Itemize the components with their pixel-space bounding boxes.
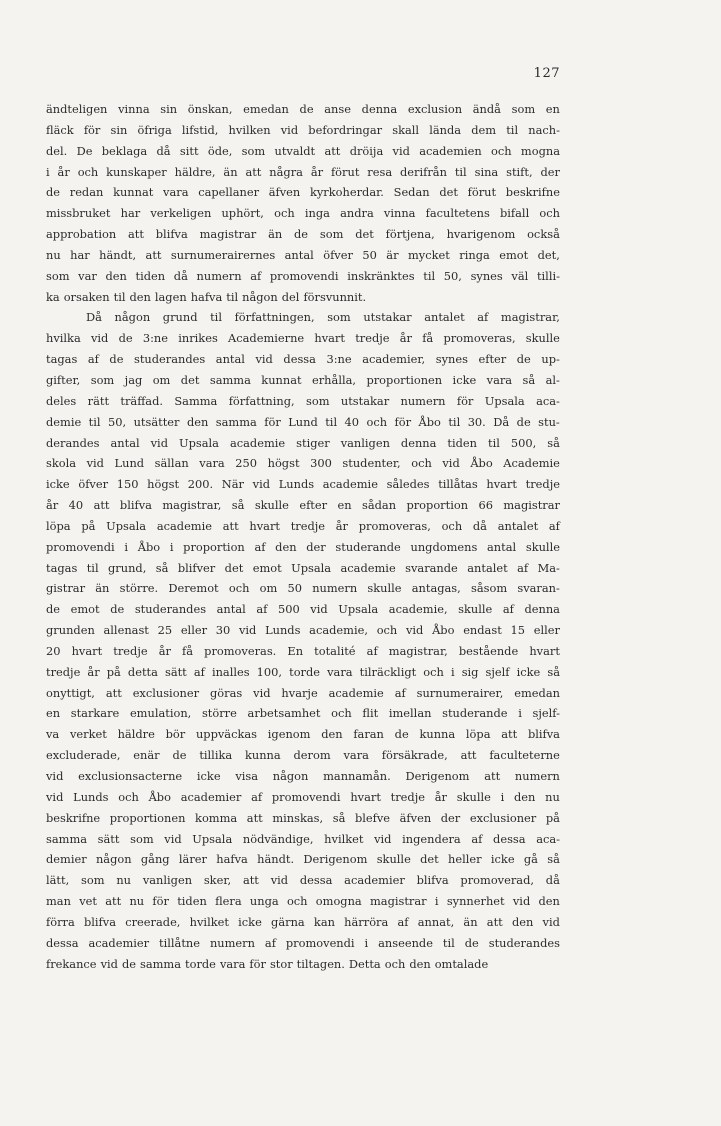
text-line: grunden allenast 25 eller 30 vid Lunds academie, och vid Åbo endast 15 eller bbox=[46, 623, 560, 638]
text-line: demie til 50, utsätter den samma för Lund til 40 och för Åbo til 30. Då de stu- bbox=[46, 414, 560, 429]
text-line: dessa academier tillåtne numern af promovendi i anseende til de studerandes bbox=[46, 935, 560, 950]
text-line: ändteligen vinna sin önskan, emedan de anse denna exclusion ändå som en bbox=[46, 102, 560, 116]
paragraph bbox=[46, 99, 560, 307]
text-line: i år och kunskaper häldre, än att några år förut resa derifrån til sina stift, der bbox=[46, 164, 560, 179]
text-line: de emot de studerandes antal af 500 vid Upsala academie, skulle af denna bbox=[46, 602, 560, 617]
text-line: ka orsaken til den lagen hafva til någon del försvunnit. bbox=[46, 289, 367, 304]
text-line: beskrifne proportionen komma att minskas, så blefve äfven der exclusioner på bbox=[46, 810, 560, 825]
text-line: 20 hvart tredje år få promoveras. En totalité af magistrar, bestående hvart bbox=[46, 643, 560, 658]
text-line: onyttigt, att exclusioner göras vid hvarje academie af surnumerairer, emedan bbox=[46, 685, 560, 700]
text-line: promovendi i Åbo i proportion af den der studerande ungdomens antal skulle bbox=[46, 539, 560, 554]
text-line: lätt, som nu vanligen sker, att vid dessa academier blifva promoverad, då bbox=[46, 873, 560, 888]
text-line: tagas af de studerandes antal vid dessa 3:ne academier, synes efter de up- bbox=[46, 352, 560, 367]
text-line: löpa på Upsala academie att hvart tredje år promoveras, och då antalet af bbox=[46, 518, 560, 533]
text-line: hvilka vid de 3:ne inrikes Academierne hvart tredje år få promoveras, skulle bbox=[46, 331, 560, 346]
text-line: Då någon grund til författningen, som utstakar antalet af magistrar, bbox=[86, 310, 560, 325]
text-line: tagas til grund, så blifver det emot Upsala academie svarande antalet af Ma- bbox=[46, 560, 560, 575]
text-line: icke öfver 150 högst 200. När vid Lunds academie således tillåtas hvart tredje bbox=[46, 477, 560, 492]
text-line: samma sätt som vid Upsala nödvändige, hvilket vid ingendera af dessa aca- bbox=[46, 831, 560, 846]
text-line: vid Lunds och Åbo academier af promovendi hvart tredje år skulle i den nu bbox=[46, 789, 560, 804]
text-line: förra blifva creerade, hvilket icke gärna kan härröra af annat, än att den vid bbox=[46, 914, 560, 929]
text-line: derandes antal vid Upsala academie stiger vanligen denna tiden til 500, så bbox=[46, 435, 560, 450]
text-line: fläck för sin öfriga lifstid, hvilken vid befordringar skall lända dem til nach- bbox=[46, 122, 560, 137]
text-line: missbruket har verkeligen uphört, och inga andra vinna facultetens bifall och bbox=[46, 206, 560, 221]
text-line: deles rätt träffad. Samma författning, som utstakar numern för Upsala aca- bbox=[46, 393, 560, 408]
text-line: som var den tiden då numern af promovendi inskränktes til 50, synes väl tilli- bbox=[46, 268, 560, 283]
text-line: approbation att blifva magistrar än de som det förtjena, hvarigenom också bbox=[46, 227, 560, 242]
paragraph bbox=[46, 307, 560, 974]
text-line: del. De beklaga då sitt öde, som utvaldt att dröija vid academien och mogna bbox=[46, 143, 560, 158]
text-line: gistrar än större. Deremot och om 50 numern skulle antagas, såsom svaran- bbox=[46, 581, 560, 596]
text-line: skola vid Lund sällan vara 250 högst 300 studenter, och vid Åbo Academie bbox=[46, 456, 560, 471]
page-number: 127 bbox=[533, 66, 560, 81]
text-line: frekance vid de samma torde vara för stor tiltagen. Detta och den omtalade bbox=[46, 956, 489, 971]
text-line: vid exclusionsacterne icke visa någon mannamån. Derigenom att numern bbox=[46, 769, 560, 783]
text-line: en starkare emulation, större arbetsamhet och flit imellan studerande i sjelf- bbox=[46, 706, 560, 721]
text-line: de redan kunnat vara capellaner äfven kyrkoherdar. Sedan det förut beskrifne bbox=[46, 185, 560, 200]
text-line: nu har händt, att surnumerairernes antal öfver 50 är mycket ringa emot det, bbox=[46, 247, 560, 262]
text-line: va verket häldre bör uppväckas igenom den faran de kunna löpa att blifva bbox=[46, 727, 560, 742]
text-line: demier någon gång lärer hafva händt. Derigenom skulle det heller icke gå så bbox=[46, 852, 560, 867]
text-line: år 40 att blifva magistrar, så skulle efter en sådan proportion 66 magistrar bbox=[46, 498, 560, 513]
text-line: gifter, som jag om det samma kunnat erhålla, proportionen icke vara så al- bbox=[46, 372, 560, 387]
text-line: excluderade, enär de tillika kunna derom vara försäkrade, att faculteterne bbox=[46, 748, 560, 763]
body-text bbox=[46, 99, 560, 974]
text-line: tredje år på detta sätt af inalles 100, torde vara tilräckligt och i sig sjelf icke så bbox=[46, 664, 560, 679]
text-line: man vet att nu för tiden flera unga och omogna magistrar i synnerhet vid den bbox=[46, 894, 560, 909]
